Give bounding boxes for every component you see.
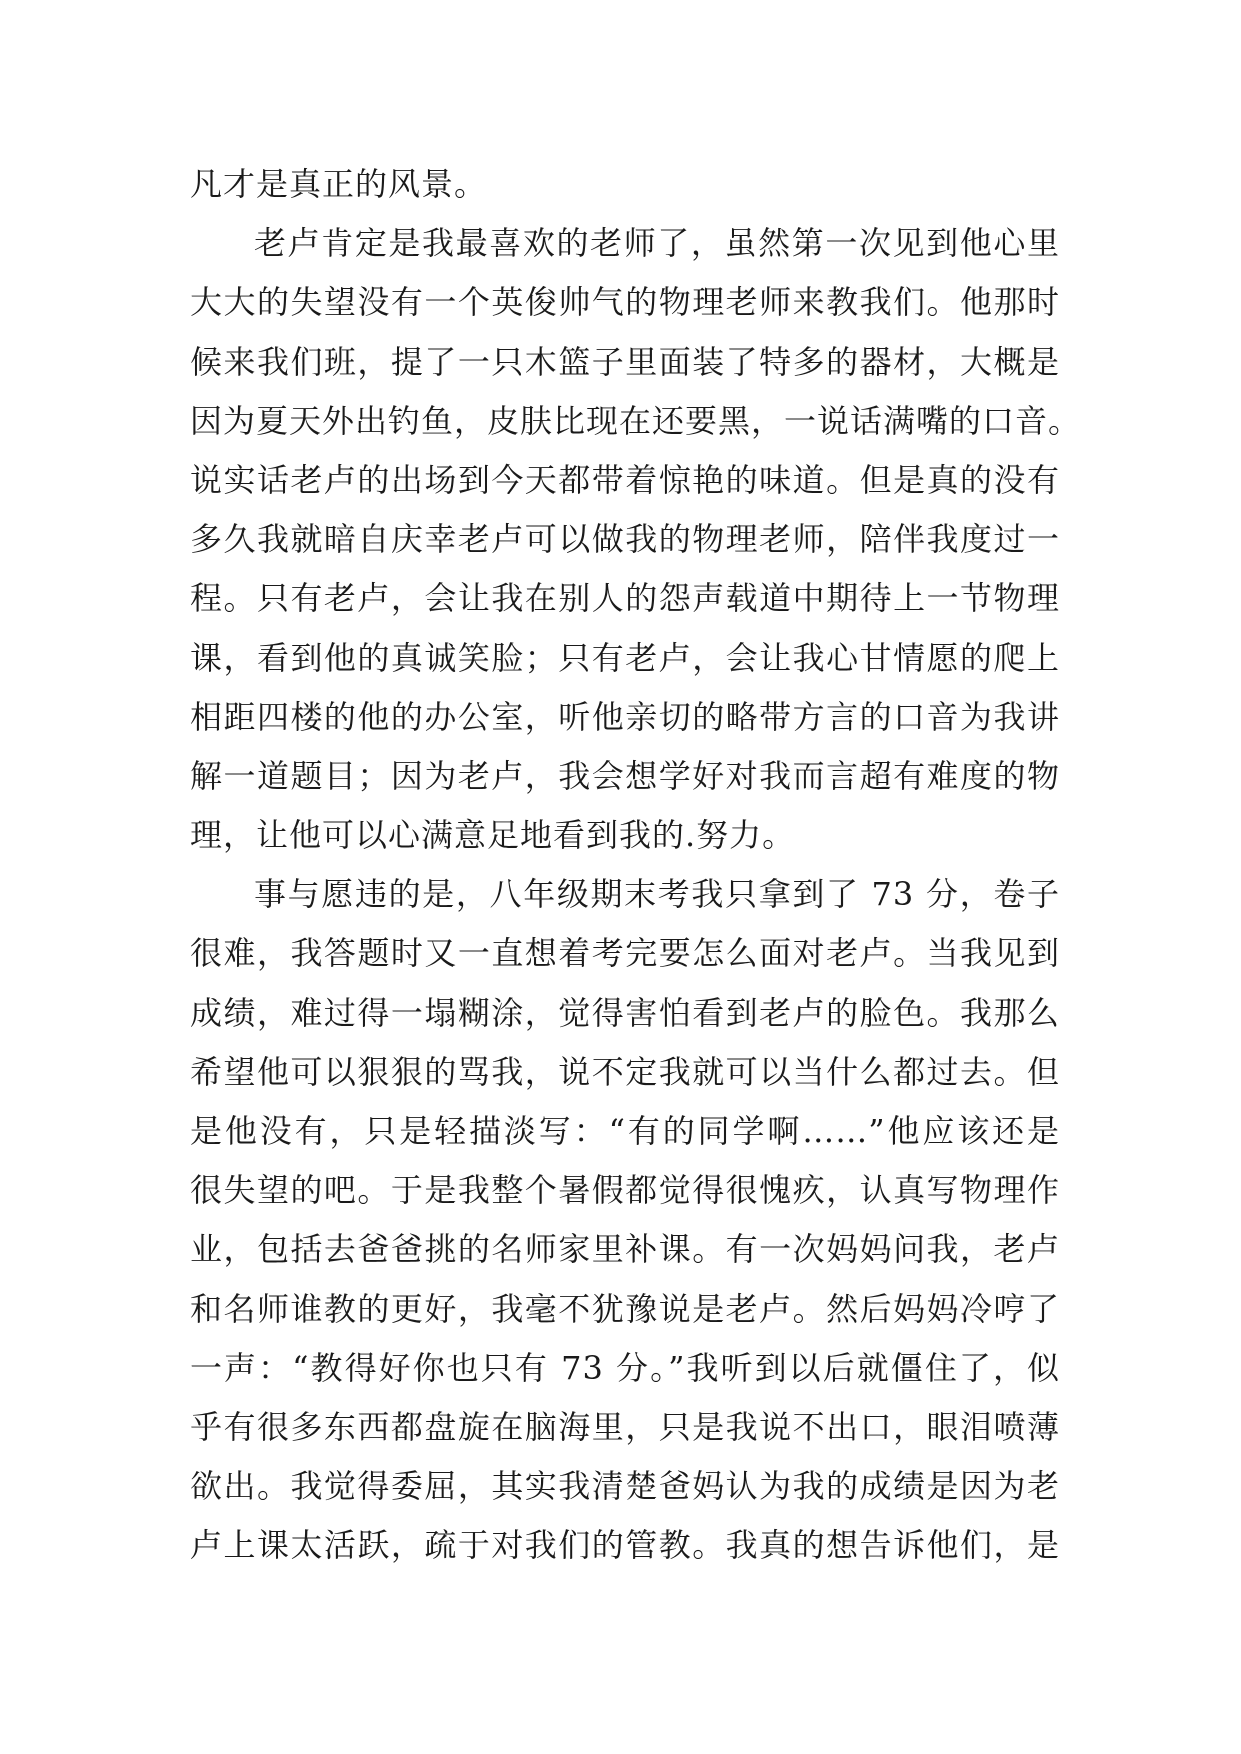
text-line: 是他没有，只是轻描淡写：“有的同学啊……”他应该还是 bbox=[190, 1112, 1060, 1150]
text-line: 课，看到他的真诚笑脸；只有老卢，会让我心甘情愿的爬上 bbox=[190, 638, 1060, 677]
text-line: 解一道题目；因为老卢，我会想学好对我而言超有难度的物 bbox=[190, 756, 1060, 795]
text-line: 成绩，难过得一塌糊涂，觉得害怕看到老卢的脸色。我那么 bbox=[190, 993, 1060, 1032]
text-line: 一声：“教得好你也只有 73 分。”我听到以后就僵住了，似 bbox=[190, 1348, 1060, 1387]
text-line: 程。只有老卢，会让我在别人的怨声载道中期待上一节物理 bbox=[190, 579, 1060, 618]
text-line: 老卢肯定是我最喜欢的老师了，虽然第一次见到他心里 bbox=[254, 224, 1060, 263]
text-line: 说实话老卢的出场到今天都带着惊艳的味道。但是真的没有 bbox=[190, 460, 1060, 499]
text-line: 事与愿违的是，八年级期末考我只拿到了 73 分，卷子 bbox=[254, 875, 1060, 914]
text-line: 凡才是真正的风景。 bbox=[190, 165, 488, 203]
text-line: 希望他可以狠狠的骂我，说不定我就可以当什么都过去。但 bbox=[190, 1052, 1060, 1091]
text-line: 欲出。我觉得委屈，其实我清楚爸妈认为我的成绩是因为老 bbox=[190, 1467, 1060, 1506]
text-line: 因为夏天外出钓鱼，皮肤比现在还要黑，一说话满嘴的口音。 bbox=[190, 401, 1082, 440]
text-line: 很难，我答题时又一直想着考完要怎么面对老卢。当我见到 bbox=[190, 934, 1060, 973]
paragraph bbox=[190, 865, 1060, 1575]
text-line: 理，让他可以心满意足地看到我的.努力。 bbox=[190, 816, 796, 855]
text-line: 多久我就暗自庆幸老卢可以做我的物理老师，陪伴我度过一 bbox=[190, 520, 1060, 559]
text-line: 候来我们班，提了一只木篮子里面装了特多的器材，大概是 bbox=[190, 342, 1060, 381]
text-line: 大大的失望没有一个英俊帅气的物理老师来教我们。他那时 bbox=[190, 283, 1060, 322]
text-line: 乎有很多东西都盘旋在脑海里，只是我说不出口，眼泪喷薄 bbox=[190, 1407, 1060, 1446]
document-body bbox=[190, 155, 1082, 1576]
paragraph bbox=[190, 155, 1060, 214]
text-line: 和名师谁教的更好，我毫不犹豫说是老卢。然后妈妈冷哼了 bbox=[190, 1289, 1060, 1328]
text-line: 卢上课太活跃，疏于对我们的管教。我真的想告诉他们，是 bbox=[190, 1526, 1060, 1565]
text-line: 很失望的吧。于是我整个暑假都觉得很愧疚，认真写物理作 bbox=[190, 1171, 1060, 1210]
text-line: 业，包括去爸爸挑的名师家里补课。有一次妈妈问我，老卢 bbox=[190, 1230, 1060, 1269]
text-line: 相距四楼的他的办公室，听他亲切的略带方言的口音为我讲 bbox=[190, 697, 1060, 736]
paragraph bbox=[190, 214, 1082, 865]
